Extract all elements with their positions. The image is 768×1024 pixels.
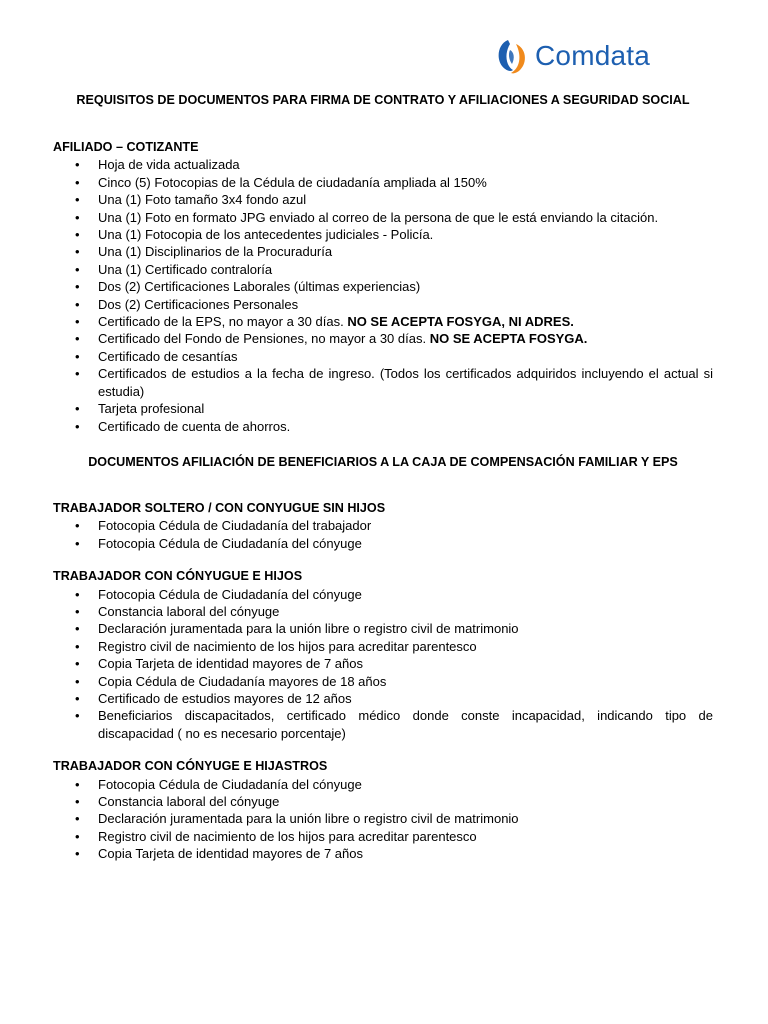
conyuge-hijos-requirements-list	[53, 586, 713, 743]
list-item-text: Certificados de estudios a la fecha de ingreso. (Todos los certificados adquiridos incluyendo el actual si estudia)	[98, 366, 713, 399]
section-heading-conyuge-hijastros: TRABAJADOR CON CÓNYUGE E HIJASTROS	[53, 759, 328, 774]
list-item-text: Una (1) Foto en formato JPG enviado al correo de la persona de que le está enviando la citación.	[98, 209, 659, 225]
list-item-emphasis: NO SE ACEPTA FOSYGA, NI ADRES.	[347, 314, 574, 330]
list-item	[53, 418, 713, 435]
conyuge-hijastros-requirements-list	[53, 776, 713, 863]
list-item-emphasis: NO SE ACEPTA FOSYGA.	[429, 331, 588, 347]
list-item	[53, 348, 713, 365]
list-item: • Constancia laboral del cónyuge	[53, 793, 713, 810]
list-item: • Copia Tarjeta de identidad mayores de 7 años	[53, 655, 713, 672]
list-item-text: Una (1) Foto tamaño 3x4 fondo azul	[98, 192, 307, 208]
list-item: • Fotocopia Cédula de Ciudadanía del cónyuge	[53, 776, 713, 793]
list-item	[53, 243, 713, 260]
list-item	[53, 174, 713, 191]
list-item: • Fotocopia Cédula de Ciudadanía del cónyuge	[53, 586, 713, 603]
soltero-requirements-list	[53, 517, 713, 552]
list-item	[53, 156, 713, 173]
list-item	[53, 209, 713, 226]
comdata-logo-icon	[496, 36, 532, 76]
list-item-text: Cinco (5) Fotocopias de la Cédula de ciudadanía ampliada al 150%	[98, 174, 487, 190]
list-item: • Declaración juramentada para la unión libre o registro civil de matrimonio	[53, 620, 713, 637]
logo-text: Comdata	[535, 40, 651, 71]
document-body	[53, 92, 713, 863]
list-item	[53, 261, 713, 278]
list-item: • Certificado de estudios mayores de 12 años	[53, 690, 713, 707]
list-item	[53, 400, 713, 417]
list-item	[53, 313, 713, 330]
section-heading-soltero: TRABAJADOR SOLTERO / CON CONYUGUE SIN HIJOS	[53, 500, 386, 515]
section-heading-conyuge-hijos: TRABAJADOR CON CÓNYUGUE E HIJOS	[53, 569, 303, 584]
list-item: • Fotocopia Cédula de Ciudadanía del trabajador	[53, 517, 713, 534]
document-title: REQUISITOS DE DOCUMENTOS PARA FIRMA DE CONTRATO Y AFILIACIONES A SEGURIDAD SOCIAL	[76, 93, 690, 107]
list-item	[53, 296, 713, 313]
list-item: • Registro civil de nacimiento de los hijos para acreditar parentesco	[53, 828, 713, 845]
list-item-text: Certificado de la EPS, no mayor a 30 días.	[98, 314, 348, 330]
list-item-text: Certificado de cuenta de ahorros.	[98, 418, 291, 434]
list-item-text: Una (1) Fotocopia de los antecedentes judiciales - Policía.	[98, 227, 434, 243]
list-item: • Registro civil de nacimiento de los hijos para acreditar parentesco	[53, 638, 713, 655]
company-logo	[496, 36, 650, 76]
list-item-text: Tarjeta profesional	[98, 401, 205, 417]
afiliado-requirements-list	[53, 156, 713, 435]
list-item	[53, 226, 713, 243]
list-item-text: Dos (2) Certificaciones Laborales (últimas experiencias)	[98, 279, 421, 295]
list-item	[53, 278, 713, 295]
section-heading-afiliado: AFILIADO – COTIZANTE	[53, 140, 199, 154]
list-item: • Beneficiarios discapacitados, certificado médico donde conste incapacidad, indicando tipo de discapacidad ( no es necesario porcentaje)	[53, 707, 713, 742]
list-item: • Declaración juramentada para la unión libre o registro civil de matrimonio	[53, 810, 713, 827]
list-item-text: Una (1) Certificado contraloría	[98, 261, 273, 277]
list-item-text: Certificado de cesantías	[98, 348, 238, 364]
list-item: • Fotocopia Cédula de Ciudadanía del cónyuge	[53, 535, 713, 552]
list-item	[53, 330, 713, 347]
list-item: • Copia Tarjeta de identidad mayores de 7 años	[53, 845, 713, 862]
list-item-text: Hoja de vida actualizada	[98, 157, 240, 173]
list-item-text: Una (1) Disciplinarios de la Procuraduría	[98, 244, 333, 260]
list-item-text: Dos (2) Certificaciones Personales	[98, 296, 299, 312]
list-item	[53, 365, 713, 400]
beneficiaries-title: DOCUMENTOS AFILIACIÓN DE BENEFICIARIOS A LA CAJA DE COMPENSACIÓN FAMILIAR Y EPS	[88, 454, 678, 469]
list-item-text: Certificado del Fondo de Pensiones, no mayor a 30 días.	[98, 331, 430, 347]
list-item: • Constancia laboral del cónyuge	[53, 603, 713, 620]
list-item: • Copia Cédula de Ciudadanía mayores de 18 años	[53, 673, 713, 690]
list-item	[53, 191, 713, 208]
